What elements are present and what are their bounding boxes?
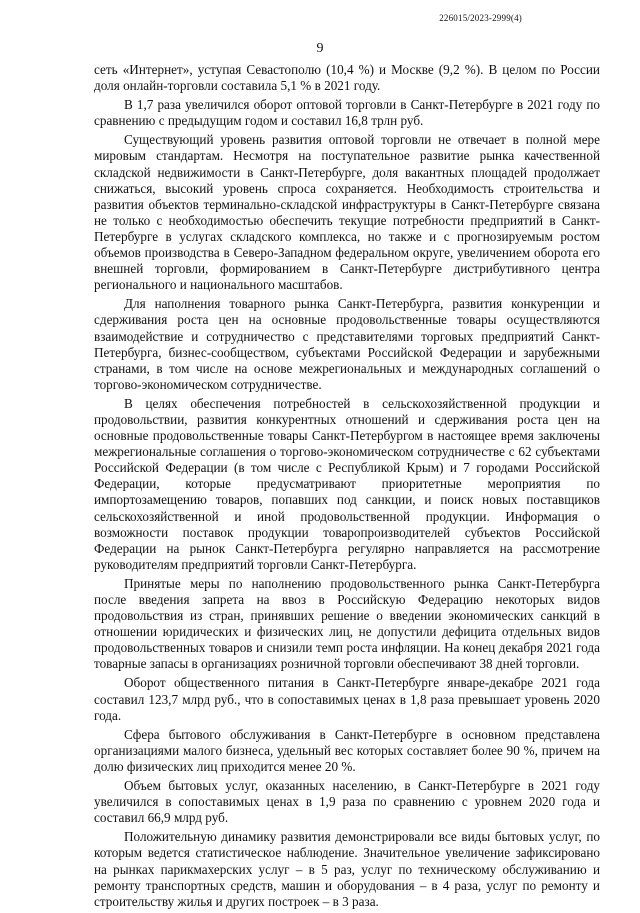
- paragraph-market-cooperation: Для наполнения товарного рынка Санкт-Петербурга, развития конкуренции и сдерживания роста цен на основные продовольственные товары осуществляются взаимодействие и сотрудничество с представителями торговых предприятий Санкт-Петербурга, бизнес-сообществом, субъектами Российской Федерации и зарубежными странами, в том числе на основе межрегиональных и международных соглашений о торгово-экономическом сотрудничестве.: [94, 296, 600, 392]
- page-number: 9: [316, 41, 324, 56]
- paragraph-consumer-services-sphere: Сфера бытового обслуживания в Санкт-Петербурге в основном представлена организациями малого бизнеса, удельный вес которых составляет более 90 %, причем на долю физических лиц приходится менее 20 %.: [94, 726, 600, 774]
- paragraph-consumer-services-volume: Объем бытовых услуг, оказанных населению, в Санкт-Петербурге в 2021 году увеличился в сопоставимых ценах в 1,9 раза по сравнению с уровнем 2020 года и составил 66,9 млрд руб.: [94, 778, 600, 826]
- document-registration-number: 226015/2023-2999(4): [439, 13, 522, 23]
- paragraph-warehouse-infrastructure: Существующий уровень развития оптовой торговли не отвечает в полной мере мировым стандартам. Несмотря на поступательное развитие рынка качественной складской недвижимости в Санкт-Петербурге, доля вакантных площадей продолжает снижаться, высокий уровень спроса сохраняется. Необходимость строительства и развития объектов терминально-складской инфраструктуры в Санкт-Петербурге связана не только с необходимостью обеспечить текущие потребности предприятий в Санкт-Петербурге в услугах складского комплекса, но также и с прогнозируемым ростом объемов производства в Северо-Западном федеральном округе, увеличением оборота его внешней торговли, формированием в Санкт-Петербурге дистрибутивного центра регионального и национального масштабов.: [94, 132, 600, 293]
- paragraph-continuation: сеть «Интернет», уступая Севастополю (10,4 %) и Москве (9,2 %). В целом по России доля онлайн-торговли составила 5,1 % в 2021 году.: [94, 62, 600, 94]
- paragraph-wholesale-turnover: В 1,7 раза увеличился оборот оптовой торговли в Санкт-Петербурге в 2021 году по сравнению с предыдущим годом и составил 16,8 трлн руб.: [94, 97, 600, 129]
- paragraph-services-dynamics: Положительную динамику развития демонстрировали все виды бытовых услуг, по которым ведется статистическое наблюдение. Значительное увеличение зафиксировано на рынках парикмахерских услуг – в 5 раз, услуг по техническому обслуживанию и ремонту транспортных средств, машин и оборудования – в 4 раза, услуг по ремонту и строительству жилья и других построек – в 3 раза.: [94, 829, 600, 909]
- paragraph-food-market-measures: Принятые меры по наполнению продовольственного рынка Санкт-Петербурга после введения запрета на ввоз в Российскую Федерацию некоторых видов продовольствия из стран, принявших решение о введении экономических санкций в отношении юридических и физических лиц, не допустили дефицита отдельных видов продовольственных товаров и снизили темп роста инфляции. На конец декабря 2021 года товарные запасы в организациях розничной торговли обеспечивают 38 дней торговли.: [94, 575, 600, 672]
- document-body: [94, 62, 600, 913]
- paragraph-public-catering: Оборот общественного питания в Санкт-Петербурге январе-декабре 2021 года составил 123,7 млрд руб., что в сопоставимых ценах в 1,8 раза превышает уровень 2020 года.: [94, 675, 600, 723]
- paragraph-interregional-agreements: В целях обеспечения потребностей в сельскохозяйственной продукции и продовольствии, развития конкурентных отношений и сдерживания роста цен на основные продовольственные товары Санкт-Петербургом в настоящее время заключены межрегиональные соглашения о торгово-экономическом сотрудничестве с 62 субъектами Российской Федерации (в том числе с Республикой Крым) и 7 городами Российской Федерации, которые предусматривают приоритетные мероприятия по импортозамещению товаров, попавших под санкции, и поиск новых поставщиков сельскохозяйственной и иной продовольственной продукции. Информация о возможности поставок продукции товаропроизводителей субъектов Российской Федерации на рынок Санкт-Петербурга регулярно направляется на рассмотрение руководителям предприятий торговли Санкт-Петербурга.: [94, 395, 600, 572]
